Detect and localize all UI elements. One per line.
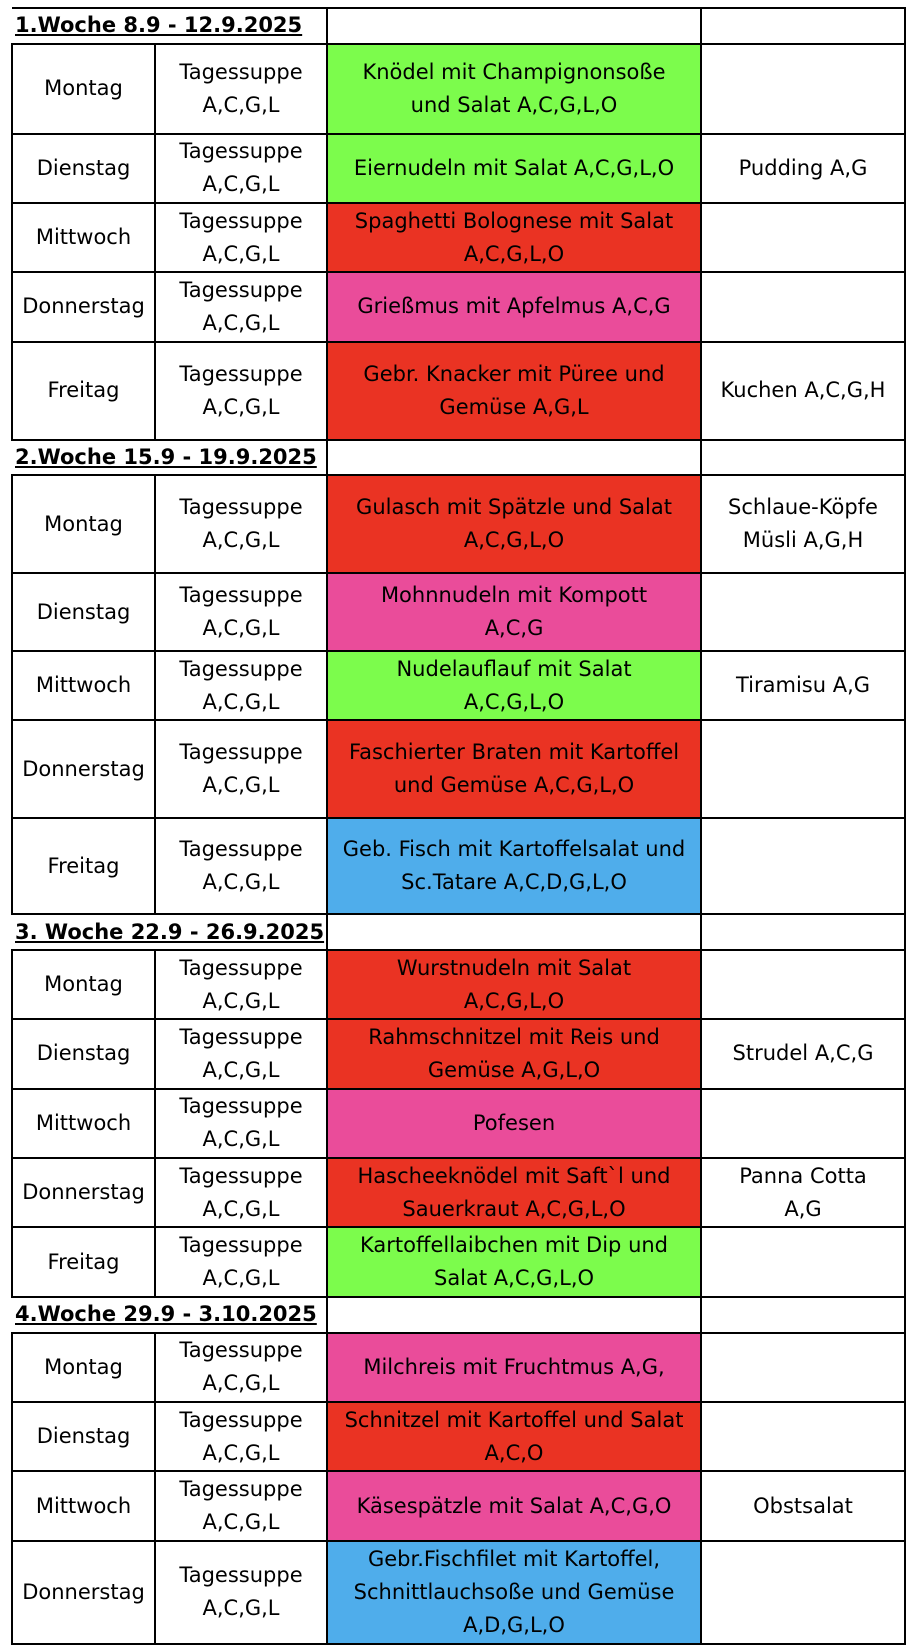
day-name-cell: Dienstag: [12, 573, 155, 651]
week-header-row: [12, 8, 905, 44]
day-name-cell: Montag: [12, 44, 155, 134]
week-header-row: [12, 1297, 905, 1333]
menu-day-row: [12, 818, 905, 914]
menu-day-row: [12, 1089, 905, 1158]
soup-cell: Tagessuppe A,C,G,L: [155, 342, 327, 440]
menu-day-row: [12, 1227, 905, 1296]
menu-day-row: [12, 342, 905, 440]
soup-cell: Tagessuppe A,C,G,L: [155, 1333, 327, 1402]
week-header-row: [12, 914, 905, 950]
menu-day-row: [12, 1402, 905, 1471]
menu-day-row: [12, 573, 905, 651]
day-name-cell: Mittwoch: [12, 1471, 155, 1540]
dessert-cell: Panna Cotta A,G: [701, 1158, 905, 1227]
dessert-cell: [701, 1089, 905, 1158]
day-name-cell: Freitag: [12, 1227, 155, 1296]
main-dish-cell: Faschierter Braten mit Kartoffel und Gemüse A,C,G,L,O: [327, 720, 701, 818]
main-dish-cell: Hascheeknödel mit Saft`l und Sauerkraut A,C,G,L,O: [327, 1158, 701, 1227]
soup-cell: Tagessuppe A,C,G,L: [155, 44, 327, 134]
soup-cell: Tagessuppe A,C,G,L: [155, 651, 327, 720]
week-header-blank: [327, 1297, 701, 1333]
week-header-blank: [701, 914, 905, 950]
dessert-cell: [701, 573, 905, 651]
dessert-cell: Pudding A,G: [701, 134, 905, 203]
lunch-menu-table: [11, 7, 906, 1645]
main-dish-cell: Geb. Fisch mit Kartoffelsalat und Sc.Tatare A,C,D,G,L,O: [327, 818, 701, 914]
main-dish-cell: Gebr. Knacker mit Püree und Gemüse A,G,L: [327, 342, 701, 440]
dessert-cell: [701, 1541, 905, 1644]
main-dish-cell: Gebr.Fischfilet mit Kartoffel, Schnittlauchsoße und Gemüse A,D,G,L,O: [327, 1541, 701, 1644]
soup-cell: Tagessuppe A,C,G,L: [155, 1227, 327, 1296]
week-header-blank: [327, 440, 701, 476]
soup-cell: Tagessuppe A,C,G,L: [155, 134, 327, 203]
main-dish-cell: Knödel mit Champignonsoße und Salat A,C,G,L,O: [327, 44, 701, 134]
menu-day-row: [12, 134, 905, 203]
main-dish-cell: Mohnnudeln mit Kompott A,C,G: [327, 573, 701, 651]
day-name-cell: Montag: [12, 950, 155, 1019]
menu-day-row: [12, 950, 905, 1019]
day-name-cell: Donnerstag: [12, 272, 155, 341]
day-name-cell: Dienstag: [12, 1019, 155, 1088]
day-name-cell: Freitag: [12, 342, 155, 440]
menu-day-row: [12, 1019, 905, 1088]
dessert-cell: [701, 203, 905, 272]
day-name-cell: Montag: [12, 1333, 155, 1402]
main-dish-cell: Schnitzel mit Kartoffel und Salat A,C,O: [327, 1402, 701, 1471]
week-title: 1.Woche 8.9 - 12.9.2025: [12, 8, 327, 44]
menu-day-row: [12, 475, 905, 573]
dessert-cell: [701, 272, 905, 341]
main-dish-cell: Wurstnudeln mit Salat A,C,G,L,O: [327, 950, 701, 1019]
week-header-blank: [327, 8, 701, 44]
week-header-blank: [701, 440, 905, 476]
lunch-menu-body: [12, 8, 905, 1644]
dessert-cell: [701, 1333, 905, 1402]
menu-day-row: [12, 203, 905, 272]
soup-cell: Tagessuppe A,C,G,L: [155, 573, 327, 651]
main-dish-cell: Kartoffellaibchen mit Dip und Salat A,C,G,L,O: [327, 1227, 701, 1296]
week-header-blank: [327, 914, 701, 950]
dessert-cell: [701, 44, 905, 134]
day-name-cell: Donnerstag: [12, 1541, 155, 1644]
menu-day-row: [12, 1333, 905, 1402]
dessert-cell: [701, 818, 905, 914]
dessert-cell: Obstsalat: [701, 1471, 905, 1540]
soup-cell: Tagessuppe A,C,G,L: [155, 1541, 327, 1644]
day-name-cell: Freitag: [12, 818, 155, 914]
main-dish-cell: Käsespätzle mit Salat A,C,G,O: [327, 1471, 701, 1540]
week-header-blank: [701, 1297, 905, 1333]
day-name-cell: Dienstag: [12, 1402, 155, 1471]
menu-day-row: [12, 44, 905, 134]
dessert-cell: Strudel A,C,G: [701, 1019, 905, 1088]
soup-cell: Tagessuppe A,C,G,L: [155, 1471, 327, 1540]
week-header-row: [12, 440, 905, 476]
week-title: 2.Woche 15.9 - 19.9.2025: [12, 440, 327, 476]
soup-cell: Tagessuppe A,C,G,L: [155, 203, 327, 272]
main-dish-cell: Spaghetti Bolognese mit Salat A,C,G,L,O: [327, 203, 701, 272]
day-name-cell: Montag: [12, 475, 155, 573]
soup-cell: Tagessuppe A,C,G,L: [155, 1089, 327, 1158]
week-header-blank: [701, 8, 905, 44]
dessert-cell: [701, 950, 905, 1019]
main-dish-cell: Pofesen: [327, 1089, 701, 1158]
main-dish-cell: Gulasch mit Spätzle und Salat A,C,G,L,O: [327, 475, 701, 573]
soup-cell: Tagessuppe A,C,G,L: [155, 818, 327, 914]
dessert-cell: [701, 720, 905, 818]
day-name-cell: Donnerstag: [12, 720, 155, 818]
day-name-cell: Mittwoch: [12, 203, 155, 272]
menu-day-row: [12, 1158, 905, 1227]
soup-cell: Tagessuppe A,C,G,L: [155, 720, 327, 818]
soup-cell: Tagessuppe A,C,G,L: [155, 950, 327, 1019]
soup-cell: Tagessuppe A,C,G,L: [155, 1019, 327, 1088]
day-name-cell: Donnerstag: [12, 1158, 155, 1227]
main-dish-cell: Grießmus mit Apfelmus A,C,G: [327, 272, 701, 341]
day-name-cell: Mittwoch: [12, 651, 155, 720]
menu-day-row: [12, 651, 905, 720]
soup-cell: Tagessuppe A,C,G,L: [155, 272, 327, 341]
main-dish-cell: Milchreis mit Fruchtmus A,G,: [327, 1333, 701, 1402]
day-name-cell: Mittwoch: [12, 1089, 155, 1158]
menu-day-row: [12, 1541, 905, 1644]
menu-day-row: [12, 720, 905, 818]
week-title: 3. Woche 22.9 - 26.9.2025: [12, 914, 327, 950]
dessert-cell: Kuchen A,C,G,H: [701, 342, 905, 440]
main-dish-cell: Eiernudeln mit Salat A,C,G,L,O: [327, 134, 701, 203]
main-dish-cell: Rahmschnitzel mit Reis und Gemüse A,G,L,O: [327, 1019, 701, 1088]
dessert-cell: Schlaue-Köpfe Müsli A,G,H: [701, 475, 905, 573]
menu-day-row: [12, 1471, 905, 1540]
soup-cell: Tagessuppe A,C,G,L: [155, 1402, 327, 1471]
main-dish-cell: Nudelauflauf mit Salat A,C,G,L,O: [327, 651, 701, 720]
dessert-cell: [701, 1227, 905, 1296]
soup-cell: Tagessuppe A,C,G,L: [155, 475, 327, 573]
menu-day-row: [12, 272, 905, 341]
week-title: 4.Woche 29.9 - 3.10.2025: [12, 1297, 327, 1333]
soup-cell: Tagessuppe A,C,G,L: [155, 1158, 327, 1227]
dessert-cell: [701, 1402, 905, 1471]
dessert-cell: Tiramisu A,G: [701, 651, 905, 720]
day-name-cell: Dienstag: [12, 134, 155, 203]
